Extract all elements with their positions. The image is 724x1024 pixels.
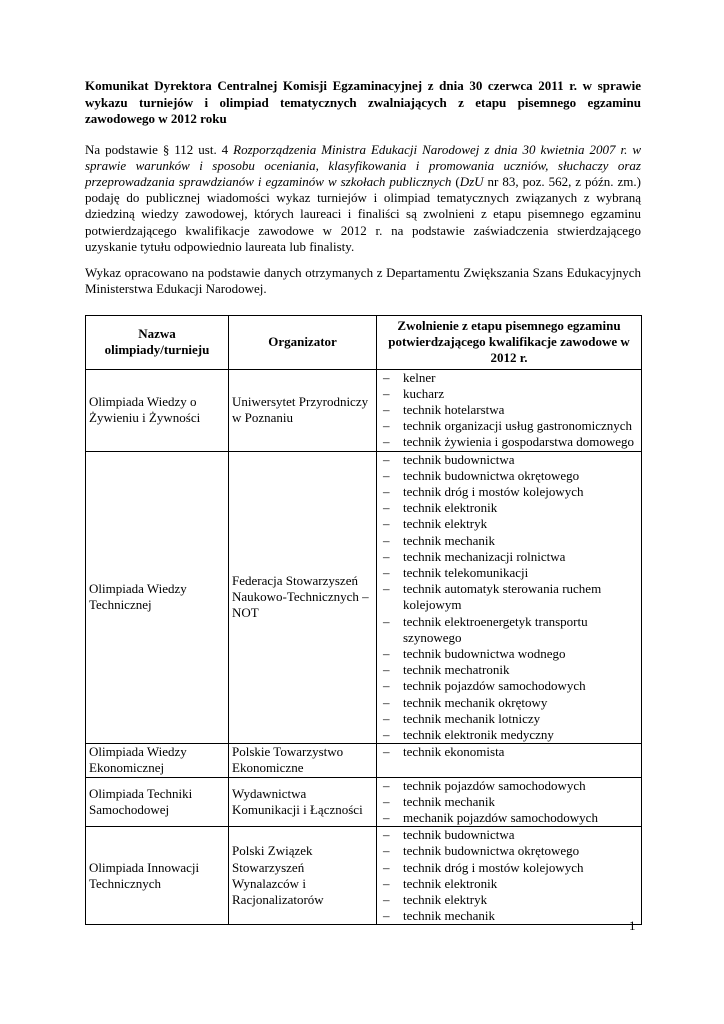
profession-list [383,778,637,827]
list-item [383,908,637,924]
page-number: 1 [629,918,636,933]
profession-name: technik dróg i mostów kolejowych [403,859,584,875]
list-item [383,468,637,484]
dash-bullet-icon: – [383,694,390,710]
profession-name: technik mechatronik [403,662,510,678]
profession-name: technik hotelarstwa [403,401,505,417]
list-item [383,892,637,908]
intro-text-3: nr 83, poz. 562, z późn. zm.) podaję do publicznej wiadomości wykaz turniejów i olimpiad tematycznych związanych z wybraną dziedziną wiedzy zawodowej, których laureaci i finaliści są zwolnieni z etapu pisemnego egzaminu potwierdzającego kwalifikacje zawodowe w 2012 r. na podstawie zaświadczenia stwierdzającego uzyskanie tytułu odpowiednio laureata lub finalisty. [85,173,641,254]
profession-list [383,827,637,924]
profession-name: technik mechanik [403,793,496,809]
profession-name: technik budownictwa wodnego [403,645,566,661]
profession-name: technik budownictwa okrętowego [403,467,580,483]
profession-list [383,744,637,760]
profession-name: technik mechanizacji rolnictwa [403,548,566,564]
dash-bullet-icon: – [383,451,390,467]
profession-name: technik budownictwa [403,451,515,467]
dash-bullet-icon: – [383,843,390,859]
profession-name: mechanik pojazdów samochodowych [403,810,598,826]
list-item [383,533,637,549]
dash-bullet-icon: – [383,710,390,726]
list-item [383,711,637,727]
list-item [383,662,637,678]
list-item [383,860,637,876]
list-item [383,778,637,794]
profession-name: technik żywienia i gospodarstwa domowego [403,434,635,450]
dash-bullet-icon: – [383,810,390,826]
dash-bullet-icon: – [383,548,390,564]
profession-name: technik elektryk [403,892,488,908]
dash-bullet-icon: – [383,401,390,417]
organizer-cell: Wydawnictwa Komunikacji i Łączności [229,777,377,827]
profession-list [383,370,637,451]
organizer-cell: Uniwersytet Przyrodniczy w Poznaniu [229,369,377,451]
dash-bullet-icon: – [383,727,390,742]
profession-list [383,452,637,744]
exemption-cell [377,744,642,777]
olympiad-name-cell: Olimpiada Innowacji Technicznych [86,827,229,925]
intro-text-1: Na podstawie § 112 ust. 4 [85,141,234,157]
header-exemption: Zwolnienie z etapu pisemnego egzaminu potwierdzającego kwalifikacje zawodowe w 2012 r. [377,315,642,369]
document-page [85,78,641,925]
list-item [383,614,637,646]
header-organizer: Organizator [229,315,377,369]
list-item [383,418,637,434]
list-item [383,646,637,662]
list-item [383,370,637,386]
dash-bullet-icon: – [383,516,390,532]
table-row [86,777,642,827]
header-olympiad-name: Nazwa olimpiady/turnieju [86,315,229,369]
intro-text-2: ( [451,173,460,189]
regulation-title: Rozporządzenia Ministra Edukacji Narodowej z dnia 30 kwietnia 2007 r. w sprawie warunków i sposobu oceniania, klasyfikowania i promowania uczniów, słuchaczy oraz przeprowadzania sprawdzianów i egzaminów w szkołach publicznych [85,141,641,189]
table-header-row [86,315,642,369]
list-item [383,876,637,892]
exemption-cell [377,369,642,451]
profession-name: technik organizacji usług gastronomicznych [403,418,632,434]
olympiad-name-cell: Olimpiada Wiedzy Ekonomicznej [86,744,229,777]
profession-name: technik elektryk [403,516,488,532]
olympiad-table [85,315,642,926]
list-item [383,452,637,468]
dash-bullet-icon: – [383,385,390,401]
list-item [383,843,637,859]
profession-name: technik budownictwa okrętowego [403,843,580,859]
dash-bullet-icon: – [383,369,390,385]
dash-bullet-icon: – [383,744,390,760]
list-item [383,678,637,694]
list-item [383,744,637,760]
profession-name: technik mechanik [403,532,496,548]
dash-bullet-icon: – [383,827,390,843]
dash-bullet-icon: – [383,875,390,891]
dash-bullet-icon: – [383,777,390,793]
dash-bullet-icon: – [383,678,390,694]
dash-bullet-icon: – [383,581,390,597]
dash-bullet-icon: – [383,793,390,809]
profession-name: technik pojazdów samochodowych [403,777,586,793]
profession-name: kelner [403,369,436,385]
list-item [383,516,637,532]
document-title: Komunikat Dyrektora Centralnej Komisji Egzaminacyjnej z dnia 30 czerwca 2011 r. w sprawie wykazu turniejów i olimpiad tematycznych zwalniających z etapu pisemnego egzaminu zawodowego w 2012 roku [85,78,641,126]
profession-name: technik telekomunikacji [403,564,529,580]
dash-bullet-icon: – [383,908,390,924]
profession-name: technik mechanik lotniczy [403,710,541,726]
profession-name: technik ekonomista [403,744,505,760]
profession-name: technik automatyk sterowania ruchem kolejowym [403,581,602,613]
source-paragraph: Wykaz opracowano na podstawie danych otrzymanych z Departamentu Zwiększania Szans Edukacyjnych Ministerstwa Edukacji Narodowej. [85,264,641,297]
dash-bullet-icon: – [383,564,390,580]
table-row [86,827,642,925]
organizer-cell: Polski Związek Stowarzyszeń Wynalazców i Racjonalizatorów [229,827,377,925]
profession-name: technik dróg i mostów kolejowych [403,483,584,499]
list-item [383,549,637,565]
profession-name: kucharz [403,385,445,401]
dash-bullet-icon: – [383,418,390,434]
profession-name: technik elektronik [403,500,498,516]
dash-bullet-icon: – [383,467,390,483]
list-item [383,402,637,418]
exemption-cell [377,777,642,827]
organizer-cell: Polskie Towarzystwo Ekonomiczne [229,744,377,777]
profession-name: technik mechanik [403,908,496,924]
dash-bullet-icon: – [383,662,390,678]
table-row [86,451,642,744]
exemption-cell [377,827,642,925]
dash-bullet-icon: – [383,892,390,908]
profession-name: technik elektronik medyczny [403,727,554,742]
table-body [86,369,642,925]
olympiad-name-cell: Olimpiada Wiedzy o Żywieniu i Żywności [86,369,229,451]
olympiad-name-cell: Olimpiada Wiedzy Technicznej [86,451,229,744]
dash-bullet-icon: – [383,483,390,499]
list-item [383,695,637,711]
intro-paragraph [85,142,641,255]
list-item [383,794,637,810]
profession-name: technik pojazdów samochodowych [403,678,586,694]
dash-bullet-icon: – [383,859,390,875]
list-item [383,500,637,516]
dash-bullet-icon: – [383,645,390,661]
list-item [383,581,637,613]
list-item [383,386,637,402]
list-item [383,827,637,843]
dash-bullet-icon: – [383,613,390,629]
organizer-cell: Federacja Stowarzyszeń Naukowo-Technicznych – NOT [229,451,377,744]
table-row [86,369,642,451]
dash-bullet-icon: – [383,500,390,516]
list-item [383,565,637,581]
olympiad-name-cell: Olimpiada Techniki Samochodowej [86,777,229,827]
list-item [383,484,637,500]
table-row [86,744,642,777]
list-item [383,727,637,743]
profession-name: technik mechanik okrętowy [403,694,548,710]
dash-bullet-icon: – [383,434,390,450]
profession-name: technik budownictwa [403,827,515,843]
exemption-cell [377,451,642,744]
profession-name: technik elektroenergetyk transportu szynowego [403,613,588,645]
list-item [383,810,637,826]
profession-name: technik elektronik [403,875,498,891]
dash-bullet-icon: – [383,532,390,548]
journal-abbrev: DzU [459,173,484,189]
list-item [383,434,637,450]
